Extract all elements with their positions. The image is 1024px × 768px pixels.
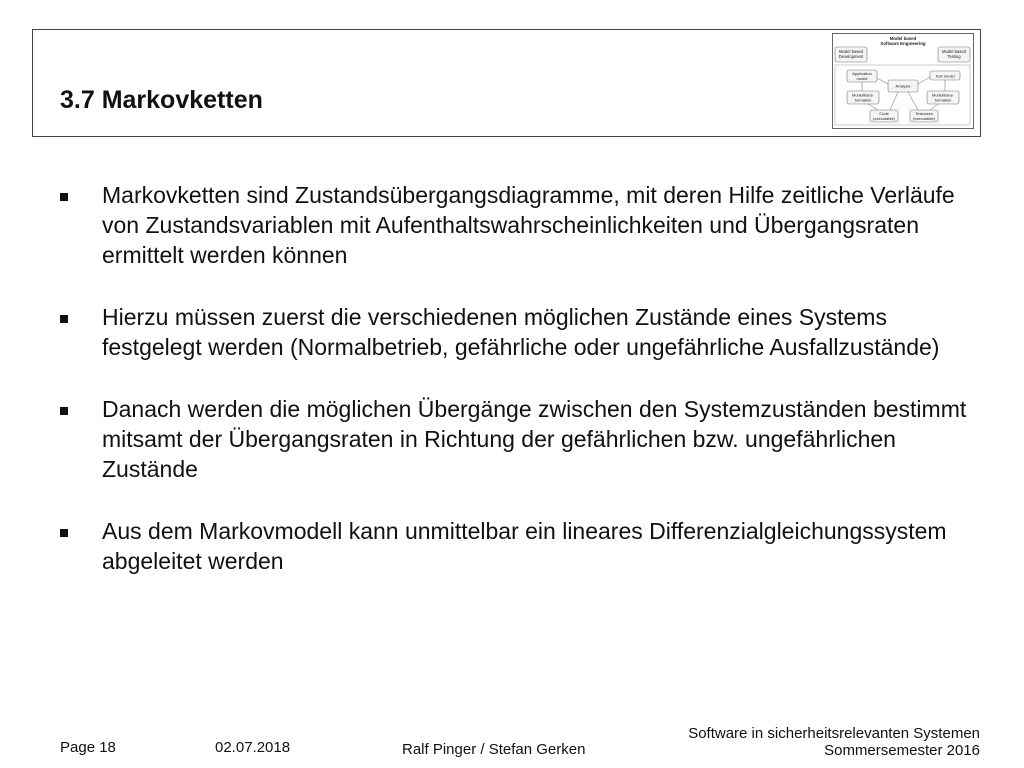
diagram-box-test-model: [930, 71, 960, 80]
diagram-box-transformation-left: [847, 91, 879, 104]
application-label-line2: model: [856, 76, 868, 81]
diagram-box-analysis: [888, 80, 918, 92]
transformation-left-line2: formation: [854, 97, 872, 103]
diagram-box-testcases: [910, 110, 938, 122]
footer-semester: Sommersemester 2016: [824, 742, 980, 759]
testcases-label-line2: (executable): [912, 116, 936, 121]
bullet-list: [60, 180, 970, 608]
bullet-item: [60, 302, 970, 362]
development-label-line1: Model based: [839, 49, 863, 54]
application-label-line1: Application: [852, 71, 872, 76]
bullet-text: Hierzu müssen zuerst die verschiedenen möglichen Zustände eines Systems festgelegt werden (Normalbetrieb, gefährliche oder ungefährliche Ausfallzustände): [102, 304, 940, 360]
bullet-text: Danach werden die möglichen Übergänge zwischen den Systemzuständen bestimmt mitsamt der Übergangsraten in Richtung der gefährlichen bzw. ungefährlichen Zustände: [102, 396, 967, 482]
square-bullet-icon: [60, 407, 68, 415]
transformation-right-line2: formation: [934, 97, 952, 103]
code-label-line1: Code: [879, 111, 889, 116]
testing-label-line1: Model based: [942, 49, 966, 54]
diagram-box-transformation-right: [927, 91, 959, 104]
development-label-line2: Development: [838, 54, 864, 59]
footer-authors: Ralf Pinger / Stefan Gerken: [402, 741, 586, 758]
transformation-left-line1: Modelltrans-: [851, 92, 875, 98]
code-label-line2: (executable): [872, 116, 896, 121]
footer-course-info: [688, 725, 980, 759]
testing-label-line2: Testing: [947, 54, 961, 59]
square-bullet-icon: [60, 529, 68, 537]
diagram-box-development: [835, 47, 867, 62]
transformation-right-line1: Modelltrans-: [931, 92, 955, 98]
diagram-box-testing: [938, 47, 970, 62]
square-bullet-icon: [60, 193, 68, 201]
footer-date: 02.07.2018: [215, 739, 291, 756]
model-based-engineering-diagram: [832, 33, 974, 129]
bullet-text: Markovketten sind Zustandsübergangsdiagramme, mit deren Hilfe zeitliche Verläufe von Zustandsvariablen mit Aufenthaltswahrscheinlichkeiten und Übergangsraten ermittelt werden können: [102, 182, 955, 268]
test-model-label: Test model: [935, 73, 955, 79]
footer-course: Software in sicherheitsrelevanten Systemen: [688, 725, 980, 742]
diagram-box-code: [870, 110, 898, 122]
footer-page-number: Page 18: [60, 739, 116, 756]
bullet-text: Aus dem Markovmodell kann unmittelbar ein lineares Differenzialgleichungssystem abgeleitet werden: [102, 518, 947, 574]
bullet-item: [60, 180, 970, 270]
analysis-label: Analysis: [895, 83, 911, 89]
bullet-item: [60, 516, 970, 576]
testcases-label-line1: Testcases: [915, 111, 933, 116]
bullet-item: [60, 394, 970, 484]
slide-title: 3.7 Markovketten: [60, 86, 263, 114]
square-bullet-icon: [60, 315, 68, 323]
diagram-title-line2: Software Engineering: [880, 41, 926, 46]
diagram-box-application-model: [847, 70, 877, 82]
diagram-title-line1: Model based: [889, 36, 917, 41]
